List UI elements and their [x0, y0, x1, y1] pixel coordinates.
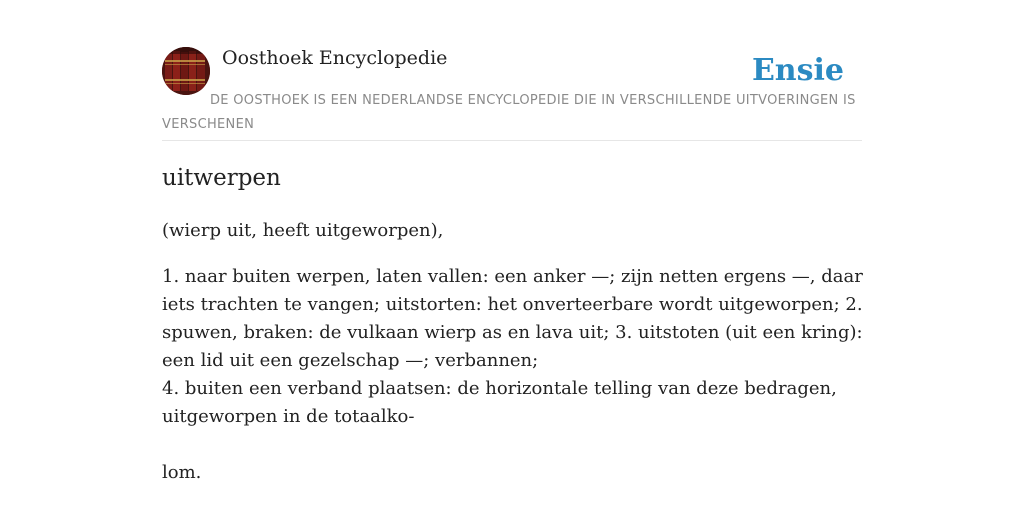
entry-grammar: (wierp uit, heeft uitgeworpen), [162, 220, 444, 241]
definition-paragraph: 1. naar buiten werpen, laten vallen: een anker —; zijn netten ergens —, daar iets trachten te vangen; uitstorten: het onverteerbare wordt uitgeworpen; 2. spuwen, braken: de vulkaan wierp as en lava uit; 3. uitstoten (uit een kring): een lid uit een gezelschap —; verbannen; [162, 266, 863, 371]
entry-definition [162, 263, 872, 487]
brand-logo[interactable]: Ensie [751, 53, 844, 88]
encyclopedia-books-icon[interactable] [162, 47, 210, 95]
definition-paragraph: lom. [162, 462, 202, 483]
site-title[interactable]: Oosthoek Encyclopedie [222, 47, 448, 69]
entry-headword: uitwerpen [162, 165, 281, 191]
header [162, 46, 862, 141]
site-tagline: DE OOSTHOEK IS EEN NEDERLANDSE ENCYCLOPEDIE DIE IN VERSCHILLENDE UITVOERINGEN IS VERSCHENEN [162, 93, 856, 132]
definition-paragraph: 4. buiten een verband plaatsen: de horizontale telling van deze bedragen, uitgeworpen in de totaalko- [162, 378, 837, 427]
paragraph-gap [162, 431, 872, 459]
